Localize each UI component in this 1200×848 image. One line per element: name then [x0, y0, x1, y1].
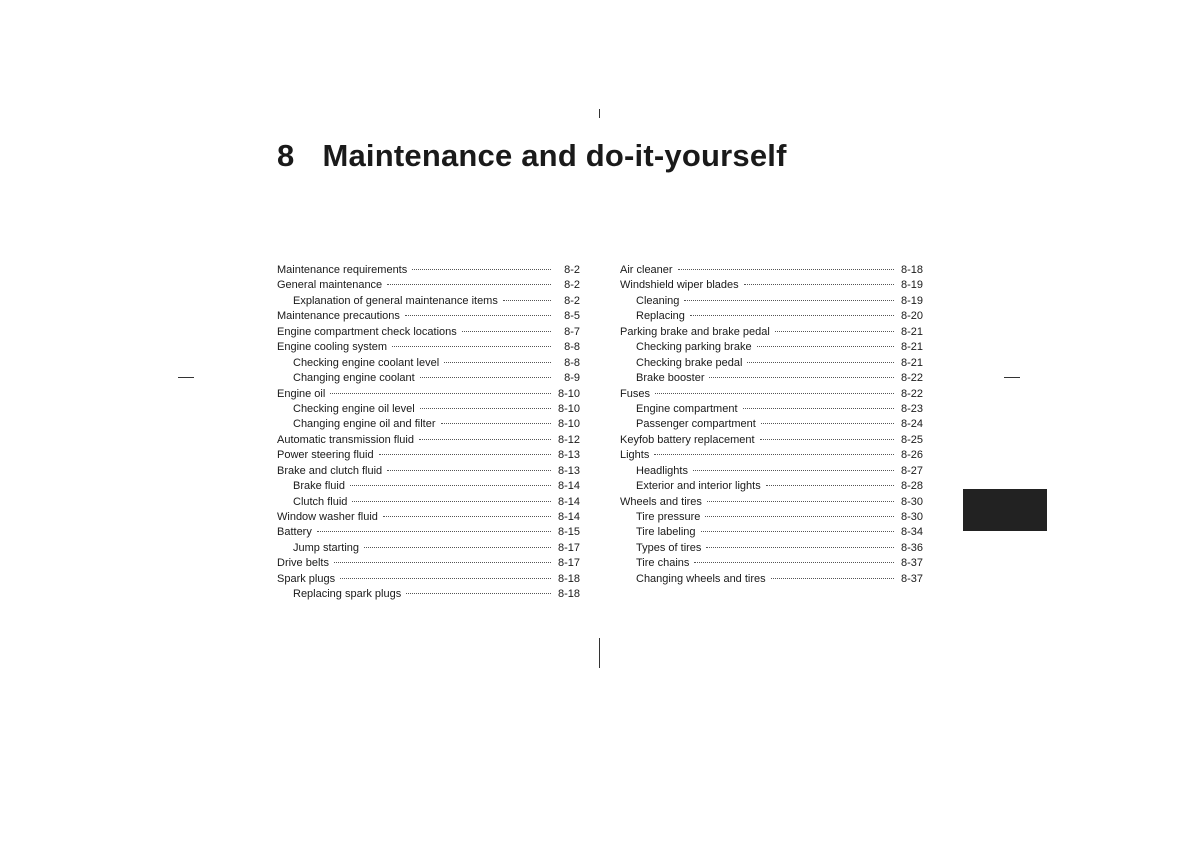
toc-entry-title: Keyfob battery replacement [620, 433, 755, 446]
toc-entry-title: Replacing [636, 310, 685, 323]
toc-entry[interactable] [620, 572, 923, 587]
toc-dot-leader [441, 423, 552, 424]
toc-entry-title: Checking brake pedal [636, 356, 743, 369]
toc-entry[interactable] [277, 587, 580, 602]
toc-entry-title: Changing engine coolant [293, 372, 415, 385]
toc-dot-leader [654, 454, 894, 455]
toc-entry[interactable] [620, 479, 923, 494]
toc-entry-page: 8-10 [557, 402, 580, 415]
toc-entry-page: 8-22 [900, 372, 923, 385]
toc-dot-leader [387, 470, 551, 471]
toc-entry-title: Automatic transmission fluid [277, 433, 414, 446]
toc-entry-page: 8-15 [557, 526, 580, 539]
toc-entry-page: 8-14 [557, 480, 580, 493]
toc-dot-leader [317, 531, 551, 532]
chapter-title: Maintenance and do-it-yourself [322, 138, 787, 173]
toc-entry-title: Checking engine oil level [293, 402, 415, 415]
toc-entry[interactable] [620, 556, 923, 571]
toc-entry-title: Brake fluid [293, 480, 345, 493]
toc-entry-title: General maintenance [277, 279, 383, 292]
toc-entry-page: 8-21 [900, 341, 923, 354]
toc-entry-page: 8-24 [900, 418, 923, 431]
toc-entry[interactable] [620, 417, 923, 432]
toc-entry-page: 8-7 [564, 325, 580, 338]
toc-entry-page: 8-2 [564, 294, 580, 307]
toc-dot-leader [444, 362, 551, 363]
chapter-number: 8 [277, 138, 295, 173]
toc-entry[interactable] [277, 402, 580, 417]
toc-dot-leader [405, 315, 551, 316]
toc-entry-page: 8-14 [557, 511, 580, 523]
toc-entry-title: Maintenance precautions [277, 310, 400, 323]
toc-entry[interactable] [277, 479, 580, 494]
toc-entry[interactable] [620, 464, 923, 479]
toc-entry-page: 8-9 [564, 372, 580, 385]
toc-entry-title: Checking parking brake [636, 341, 752, 354]
toc-entry-title: Exterior and interior lights [636, 480, 761, 493]
toc-dot-leader [379, 454, 551, 455]
toc-entry-title: Maintenance requirements [277, 264, 408, 276]
toc-entry-title: Replacing spark plugs [293, 588, 402, 601]
toc-entry[interactable] [277, 433, 580, 448]
toc-entry[interactable] [620, 387, 923, 402]
toc-entry-page: 8-13 [557, 464, 580, 477]
toc-entry-title: Drive belts [277, 557, 329, 570]
toc-dot-leader [387, 284, 551, 285]
toc-entry-page: 8-18 [557, 588, 580, 601]
toc-entry[interactable] [277, 448, 580, 463]
toc-entry-page: 8-30 [900, 495, 923, 508]
toc-entry-title: Checking engine coolant level [293, 356, 440, 369]
toc-dot-leader [690, 315, 894, 316]
toc-dot-leader [352, 501, 551, 502]
toc-entry-page: 8-13 [557, 449, 580, 462]
toc-dot-leader [707, 501, 894, 502]
toc-entry-page: 8-18 [557, 572, 580, 585]
toc-dot-leader [334, 562, 551, 563]
toc-entry-page: 8-37 [900, 572, 923, 585]
registration-mark-bottom [599, 638, 600, 668]
toc-entry[interactable] [277, 309, 580, 324]
registration-mark-left [178, 377, 194, 378]
toc-entry-page: 8-19 [900, 294, 923, 307]
toc-entry-title: Engine compartment [636, 402, 738, 415]
toc-entry[interactable] [620, 325, 923, 340]
toc-entry[interactable] [277, 525, 580, 540]
toc-entry[interactable] [277, 510, 580, 525]
toc-entry-page: 8-17 [557, 557, 580, 570]
toc-dot-leader [655, 393, 894, 394]
toc-entry-title: Engine cooling system [277, 341, 388, 354]
toc-dot-leader [419, 439, 551, 440]
toc-entry-title: Parking brake and brake pedal [620, 325, 770, 338]
toc-entry[interactable] [277, 387, 580, 402]
toc-dot-leader [420, 377, 551, 378]
toc-entry[interactable] [277, 325, 580, 340]
toc-dot-leader [678, 269, 894, 270]
toc-entry-title: Tire pressure [636, 511, 701, 523]
toc-entry[interactable] [620, 340, 923, 355]
toc-entry-page: 8-5 [564, 310, 580, 323]
toc-entry-title: Cleaning [636, 294, 680, 307]
toc-dot-leader [392, 346, 551, 347]
toc-entry-title: Jump starting [293, 541, 360, 554]
toc-entry-page: 8-30 [900, 511, 923, 523]
toc-dot-leader [330, 393, 551, 394]
chapter-thumb-tab [963, 489, 1047, 531]
toc-dot-leader [350, 485, 551, 486]
toc-entry-title: Headlights [636, 464, 688, 477]
toc-dot-leader [340, 578, 551, 579]
registration-mark-right [1004, 377, 1020, 378]
toc-entry-page: 8-36 [900, 541, 923, 554]
toc-entry[interactable] [277, 278, 580, 293]
toc-entry[interactable] [277, 294, 580, 309]
toc-entry[interactable] [620, 402, 923, 417]
toc-entry-page: 8-12 [557, 433, 580, 446]
toc-entry-title: Engine oil [277, 387, 326, 400]
toc-entry-title: Lights [620, 449, 650, 462]
toc-entry-page: 8-20 [900, 310, 923, 323]
toc-entry-title: Wheels and tires [620, 495, 702, 508]
toc-entry-title: Air cleaner [620, 264, 673, 276]
toc-entry-page: 8-18 [900, 264, 923, 276]
toc-entry-title: Clutch fluid [293, 495, 348, 508]
toc-entry-title: Brake and clutch fluid [277, 464, 383, 477]
toc-entry-page: 8-22 [900, 387, 923, 400]
toc-entry[interactable] [277, 417, 580, 432]
toc-entry-page: 8-37 [900, 557, 923, 570]
toc-dot-leader [743, 408, 895, 409]
toc-right-column [620, 263, 923, 587]
toc-entry-page: 8-2 [564, 279, 580, 292]
toc-entry[interactable] [620, 356, 923, 371]
toc-entry-title: Passenger compartment [636, 418, 756, 431]
toc-dot-leader [761, 423, 894, 424]
toc-entry[interactable] [620, 294, 923, 309]
toc-dot-leader [706, 547, 894, 548]
toc-entry-page: 8-14 [557, 495, 580, 508]
toc-entry[interactable] [620, 495, 923, 510]
toc-dot-leader [744, 284, 894, 285]
toc-entry-page: 8-10 [557, 387, 580, 400]
toc-entry[interactable] [277, 371, 580, 386]
toc-entry-title: Changing wheels and tires [636, 572, 766, 585]
toc-dot-leader [693, 470, 894, 471]
toc-entry[interactable] [277, 541, 580, 556]
toc-dot-leader [701, 531, 894, 532]
toc-dot-leader [760, 439, 894, 440]
toc-dot-leader [771, 578, 894, 579]
toc-dot-leader [462, 331, 551, 332]
toc-entry[interactable] [277, 464, 580, 479]
toc-entry-title: Window washer fluid [277, 511, 378, 523]
toc-entry-page: 8-17 [557, 541, 580, 554]
toc-entry-title: Changing engine oil and filter [293, 418, 436, 431]
toc-entry[interactable] [620, 371, 923, 386]
toc-entry-title: Fuses [620, 387, 650, 400]
toc-entry[interactable] [277, 556, 580, 571]
toc-entry-title: Brake booster [636, 372, 705, 385]
toc-dot-leader [420, 408, 551, 409]
toc-left-column [277, 263, 580, 603]
toc-entry-title: Types of tires [636, 541, 702, 554]
toc-entry-page: 8-34 [900, 526, 923, 539]
toc-entry[interactable] [620, 510, 923, 525]
toc-entry[interactable] [620, 433, 923, 448]
toc-entry[interactable] [620, 448, 923, 463]
toc-entry-title: Tire chains [636, 557, 690, 570]
toc-entry-title: Power steering fluid [277, 449, 374, 462]
toc-entry[interactable] [620, 525, 923, 540]
toc-dot-leader [694, 562, 894, 563]
toc-entry-page: 8-23 [900, 402, 923, 415]
toc-entry-title: Spark plugs [277, 572, 336, 585]
toc-entry-page: 8-26 [900, 449, 923, 462]
toc-dot-leader [364, 547, 551, 548]
toc-dot-leader [766, 485, 894, 486]
toc-entry-title: Windshield wiper blades [620, 279, 739, 292]
toc-entry-page: 8-10 [557, 418, 580, 431]
toc-entry-page: 8-25 [900, 433, 923, 446]
toc-entry[interactable] [620, 278, 923, 293]
toc-entry-page: 8-8 [564, 341, 580, 354]
toc-dot-leader [406, 593, 551, 594]
toc-entry[interactable] [277, 263, 580, 278]
toc-entry-page: 8-27 [900, 464, 923, 477]
toc-dot-leader [412, 269, 551, 270]
toc-entry-title: Battery [277, 526, 312, 539]
toc-dot-leader [757, 346, 894, 347]
toc-entry-page: 8-28 [900, 480, 923, 493]
toc-entry-page: 8-21 [900, 356, 923, 369]
toc-entry-title: Engine compartment check locations [277, 325, 457, 338]
toc-entry[interactable] [620, 309, 923, 324]
registration-mark-top [599, 109, 600, 118]
toc-entry[interactable] [277, 356, 580, 371]
toc-entry-page: 8-19 [900, 279, 923, 292]
toc-entry[interactable] [277, 572, 580, 587]
toc-entry-title: Explanation of general maintenance items [293, 294, 498, 307]
toc-dot-leader [747, 362, 894, 363]
toc-entry-page: 8-8 [564, 356, 580, 369]
toc-entry[interactable] [277, 340, 580, 355]
toc-entry[interactable] [620, 263, 923, 278]
toc-entry-title: Tire labeling [636, 526, 696, 539]
toc-dot-leader [705, 516, 894, 517]
toc-entry-page: 8-21 [900, 325, 923, 338]
toc-dot-leader [503, 300, 551, 301]
toc-dot-leader [684, 300, 894, 301]
toc-entry[interactable] [277, 495, 580, 510]
toc-entry-page: 8-2 [564, 264, 580, 276]
toc-dot-leader [383, 516, 551, 517]
toc-dot-leader [775, 331, 894, 332]
page-title [277, 138, 787, 174]
toc-entry[interactable] [620, 541, 923, 556]
toc-dot-leader [709, 377, 894, 378]
